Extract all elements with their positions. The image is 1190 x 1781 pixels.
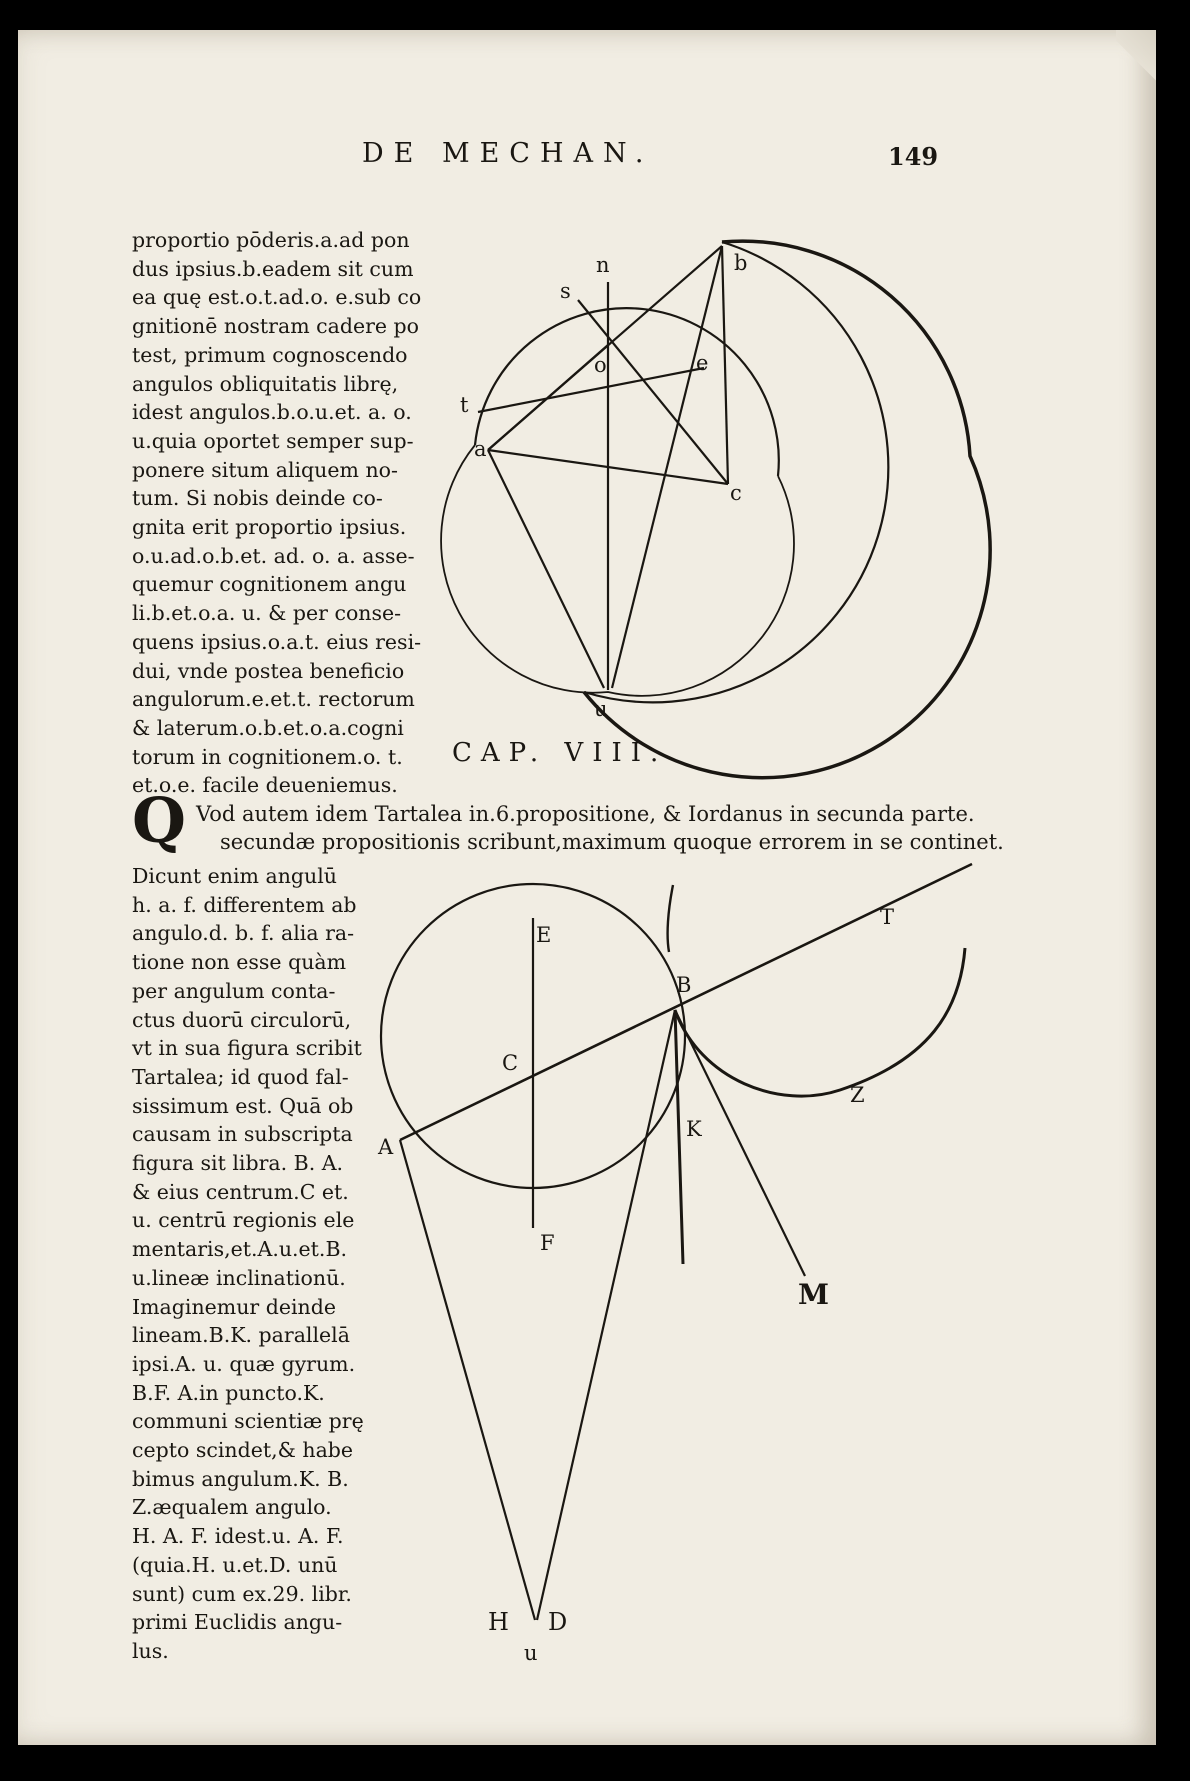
- bottom-paragraph-line: vt in sua figura scribit: [132, 1036, 362, 1061]
- fig1-inner-circle: [475, 308, 779, 476]
- top-paragraph-line: li.b.et.o.a. u. & per conse-: [132, 601, 402, 626]
- bottom-paragraph-line: sunt) cum ex.29. libr.: [132, 1581, 352, 1606]
- bottom-paragraph-line: u.lineæ inclinationū.: [132, 1265, 346, 1290]
- top-paragraph-line: idest angulos.b.o.u.et. a. o.: [132, 400, 412, 425]
- fig1-label-b: b: [734, 251, 748, 275]
- fig2-label-F: F: [540, 1231, 555, 1255]
- top-paragraph-line: tum. Si nobis deinde co-: [132, 486, 383, 511]
- chapter-heading: CAP. VIII.: [452, 738, 668, 768]
- bottom-paragraph-line: Dicunt enim angulū: [132, 864, 337, 888]
- top-paragraph-line: proportio pōderis.a.ad pon: [132, 228, 410, 252]
- bottom-paragraph-line: (quia.H. u.et.D. unū: [132, 1552, 338, 1577]
- fig2-label-Z: Z: [850, 1083, 865, 1107]
- bottom-paragraph-line: & eius centrum.C et.: [132, 1179, 349, 1204]
- bottom-paragraph-line: lus.: [132, 1638, 169, 1663]
- fig1-label-u: u: [594, 697, 608, 721]
- bottom-paragraph-line: H. A. F. idest.u. A. F.: [132, 1524, 344, 1549]
- top-paragraph-line: u.quia oportet semper sup-: [132, 428, 414, 453]
- top-paragraph-line: gnitionē nostram cadere po: [132, 314, 420, 339]
- fig2-arc-z: [675, 948, 965, 1096]
- bottom-paragraph-line: causam in subscripta: [132, 1122, 353, 1147]
- fig2-label-B: B: [676, 973, 692, 997]
- fig1-line-a-u: [488, 450, 604, 688]
- fig1-line-t-e: [478, 368, 704, 412]
- top-paragraph-line: quens ipsius.o.a.t. eius resi-: [132, 629, 422, 654]
- bottom-paragraph-line: ctus duorū circulorū,: [132, 1007, 352, 1032]
- top-paragraph-line: torum in cognitionem.o. t.: [132, 744, 403, 769]
- bottom-paragraph-line: Z.æqualem angulo.: [132, 1495, 332, 1520]
- page-number: 149: [888, 142, 939, 171]
- fig2-label-T: T: [880, 905, 895, 929]
- bottom-paragraph-line: Imaginemur deinde: [132, 1294, 336, 1319]
- fig2-label-D: D: [548, 1608, 568, 1636]
- figure-2-labels: [377, 905, 894, 1665]
- bottom-paragraph-line: communi scientiæ prę: [132, 1409, 364, 1434]
- bottom-paragraph-line: cepto scindet,& habe: [132, 1438, 354, 1463]
- bottom-paragraph-line: u. centrū regionis ele: [132, 1208, 355, 1233]
- fig2-line-b-m: [675, 1010, 805, 1276]
- bottom-paragraph-line: ipsi.A. u. quæ gyrum.: [132, 1351, 356, 1376]
- fig1-label-t: t: [460, 393, 469, 417]
- bottom-paragraph-line: sissimum est. Quā ob: [132, 1093, 354, 1118]
- bottom-paragraph-line: primi Euclidis angu-: [132, 1610, 343, 1635]
- top-paragraph-line: dui, vnde postea beneficio: [132, 658, 405, 683]
- top-paragraph-line: quemur cognitionem angu: [132, 572, 407, 597]
- bottom-paragraph-line: mentaris,et.A.u.et.B.: [132, 1237, 348, 1262]
- fig2-line-b-k: [675, 1010, 683, 1264]
- bottom-paragraph-line: per angulum conta-: [132, 978, 336, 1003]
- top-paragraph-line: test, primum cognoscendo: [132, 342, 408, 367]
- top-paragraph-line: angulorum.e.et.t. rectorum: [132, 687, 415, 712]
- fig1-outer-circle-heavy: [584, 241, 990, 778]
- fig2-line-a-h: [400, 1140, 535, 1620]
- top-paragraph-line: et.o.e. facile deueniemus.: [132, 773, 398, 798]
- fig1-outer-circle: [584, 242, 888, 702]
- fig2-label-A: A: [378, 1135, 394, 1159]
- fig1-label-o: o: [594, 353, 607, 377]
- bottom-paragraph-line: B.F. A.in puncto.K.: [132, 1380, 325, 1405]
- fig1-label-a: a: [474, 437, 487, 461]
- bottom-paragraph-line: Tartalea; id quod fal-: [132, 1064, 349, 1089]
- fig1-line-b-c: [722, 246, 728, 484]
- bottom-paragraph-line: bimus angulum.K. B.: [132, 1466, 349, 1491]
- bottom-paragraph-line: angulo.d. b. f. alia ra-: [132, 921, 355, 946]
- fig1-line-a-o: [488, 345, 608, 450]
- fig2-line-b-d: [537, 1010, 675, 1620]
- bottom-paragraph-line: lineam.B.K. parallelā: [132, 1323, 350, 1348]
- top-paragraph-line: ponere situm aliquem no-: [132, 457, 398, 482]
- fig2-label-u: u: [524, 1641, 538, 1665]
- drop-cap: Q: [132, 784, 187, 857]
- figure-1: [441, 241, 990, 778]
- fig1-line-b-u: [612, 246, 722, 688]
- fig1-label-e: e: [696, 351, 709, 375]
- fig2-label-E: E: [536, 923, 552, 947]
- top-paragraph-line: & laterum.o.b.et.o.a.cogni: [132, 715, 404, 740]
- bottom-paragraph-line: h. a. f. differentem ab: [132, 892, 357, 917]
- fig2-label-C: C: [502, 1051, 519, 1075]
- top-paragraph-line: ea quę est.o.t.ad.o. e.sub co: [132, 285, 422, 310]
- top-paragraph-line: o.u.ad.o.b.et. ad. o. a. asse-: [132, 543, 415, 568]
- fig1-label-c: c: [730, 481, 742, 505]
- fig2-label-M: M: [798, 1278, 829, 1311]
- fig2-arc-top: [668, 885, 673, 952]
- top-paragraph-line: gnita erit proportio ipsius.: [132, 515, 407, 540]
- lead-line-1: Vod autem idem Tartalea in.6.propositione, & Iordanus in secunda parte.: [196, 802, 975, 826]
- fig1-line-s-c: [578, 300, 728, 484]
- lead-line-2: secundæ propositionis scribunt,maximum quoque errorem in se continet.: [220, 830, 1004, 854]
- top-paragraph-line: angulos obliquitatis librę,: [132, 371, 399, 396]
- running-header: DE MECHAN.: [362, 138, 654, 169]
- fig2-label-H: H: [488, 1608, 509, 1636]
- fig1-label-s: s: [560, 279, 571, 303]
- top-paragraph-line: dus ipsius.b.eadem sit cum: [132, 256, 414, 281]
- fig1-label-n: n: [596, 253, 610, 277]
- bottom-paragraph-line: figura sit libra. B. A.: [132, 1151, 344, 1176]
- fig2-label-K: K: [686, 1117, 702, 1141]
- bottom-paragraph-line: tione non esse quàm: [132, 950, 347, 975]
